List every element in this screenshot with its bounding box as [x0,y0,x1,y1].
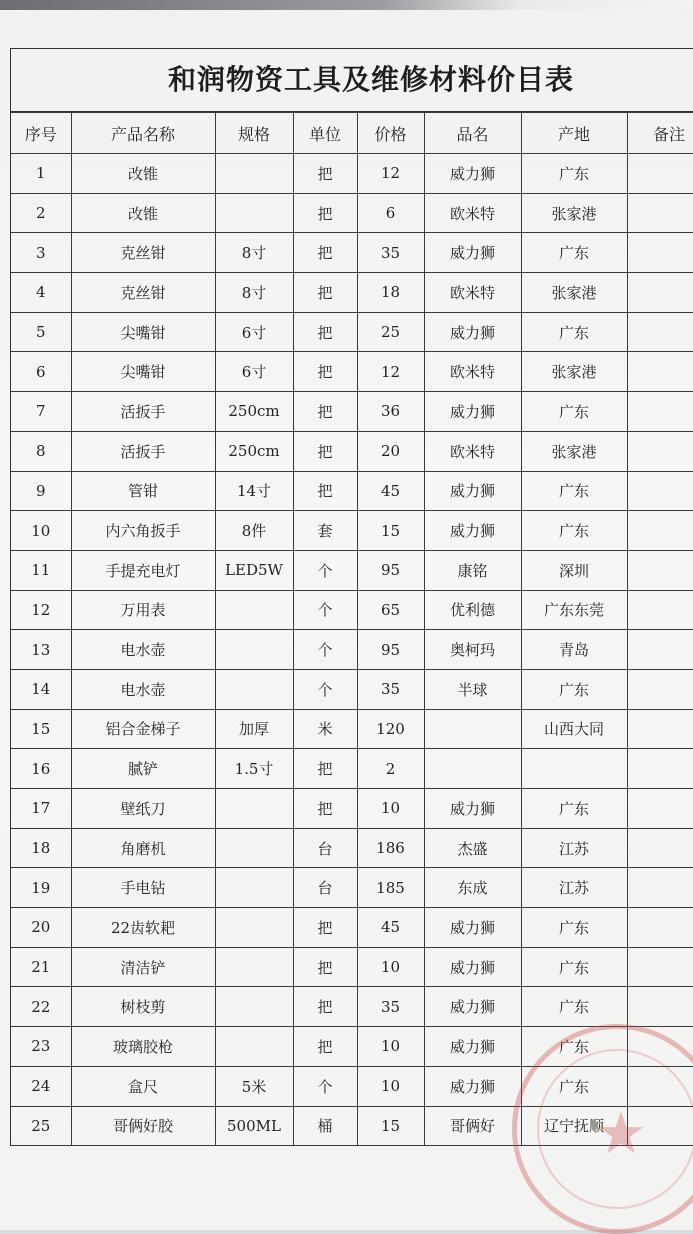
cell-spec [215,828,293,868]
table-row [11,749,693,789]
cell-price: 10 [357,1027,424,1067]
table-row [11,312,693,352]
cell-index: 8 [11,431,71,471]
cell-index: 16 [11,749,71,789]
cell-origin: 广东 [521,154,627,194]
cell-origin: 广东 [521,1066,627,1106]
cell-index: 11 [11,550,71,590]
cell-unit: 把 [293,154,357,194]
cell-price: 20 [357,431,424,471]
table-row [11,352,693,392]
cell-remark [627,1066,693,1106]
cell-unit: 台 [293,868,357,908]
cell-index: 4 [11,273,71,313]
cell-remark [627,550,693,590]
cell-spec: LED5W [215,550,293,590]
cell-origin: 青岛 [521,630,627,670]
cell-remark [627,392,693,432]
table-body [11,154,693,1146]
cell-origin: 张家港 [521,352,627,392]
cell-price: 45 [357,471,424,511]
cell-spec [215,789,293,829]
cell-price: 35 [357,669,424,709]
cell-brand: 威力狮 [424,511,521,551]
cell-index: 7 [11,392,71,432]
cell-price: 186 [357,828,424,868]
column-header-unit: 单位 [293,113,357,154]
cell-index: 14 [11,669,71,709]
cell-product-name: 盒尺 [71,1066,215,1106]
cell-remark [627,868,693,908]
cell-product-name: 尖嘴钳 [71,352,215,392]
cell-brand: 威力狮 [424,1027,521,1067]
cell-origin: 辽宁抚顺 [521,1106,627,1146]
cell-remark [627,471,693,511]
cell-product-name: 改锥 [71,193,215,233]
cell-price: 18 [357,273,424,313]
cell-unit: 个 [293,630,357,670]
cell-brand: 康铭 [424,550,521,590]
cell-origin: 广东 [521,669,627,709]
column-header-spec: 规格 [215,113,293,154]
cell-spec: 500ML [215,1106,293,1146]
table-row [11,273,693,313]
cell-remark [627,590,693,630]
cell-remark [627,193,693,233]
cell-spec [215,669,293,709]
cell-index: 6 [11,352,71,392]
cell-brand: 欧米特 [424,193,521,233]
cell-product-name: 电水壶 [71,630,215,670]
cell-unit: 把 [293,471,357,511]
cell-brand: 威力狮 [424,947,521,987]
table-row [11,1106,693,1146]
cell-remark [627,431,693,471]
table-row [11,630,693,670]
cell-brand: 奥柯玛 [424,630,521,670]
cell-brand: 威力狮 [424,1066,521,1106]
cell-unit: 个 [293,1066,357,1106]
cell-product-name: 壁纸刀 [71,789,215,829]
cell-brand: 优利德 [424,590,521,630]
cell-origin: 广东 [521,233,627,273]
cell-index: 24 [11,1066,71,1106]
cell-index: 2 [11,193,71,233]
cell-unit: 桶 [293,1106,357,1146]
cell-brand: 欧米特 [424,431,521,471]
cell-price: 25 [357,312,424,352]
cell-price: 2 [357,749,424,789]
cell-product-name: 哥俩好胶 [71,1106,215,1146]
cell-unit: 把 [293,908,357,948]
cell-brand: 欧米特 [424,352,521,392]
table-row [11,1066,693,1106]
cell-index: 21 [11,947,71,987]
price-list-document [10,48,693,1146]
table-row [11,471,693,511]
cell-remark [627,1027,693,1067]
cell-index: 19 [11,868,71,908]
cell-remark [627,669,693,709]
cell-price: 10 [357,947,424,987]
cell-origin: 张家港 [521,431,627,471]
table-row [11,154,693,194]
table-row [11,233,693,273]
cell-origin: 山西大同 [521,709,627,749]
cell-index: 20 [11,908,71,948]
cell-index: 9 [11,471,71,511]
cell-unit: 把 [293,392,357,432]
cell-index: 25 [11,1106,71,1146]
cell-price: 15 [357,511,424,551]
cell-product-name: 内六角扳手 [71,511,215,551]
cell-price: 6 [357,193,424,233]
cell-origin: 江苏 [521,828,627,868]
table-row [11,709,693,749]
table-row [11,947,693,987]
cell-spec: 1.5寸 [215,749,293,789]
column-header-index: 序号 [11,113,71,154]
cell-brand: 威力狮 [424,392,521,432]
cell-origin [521,749,627,789]
cell-product-name: 清洁铲 [71,947,215,987]
table-row [11,908,693,948]
cell-spec [215,154,293,194]
cell-origin: 张家港 [521,273,627,313]
cell-spec [215,590,293,630]
cell-origin: 广东 [521,511,627,551]
cell-origin: 广东 [521,392,627,432]
cell-product-name: 克丝钳 [71,233,215,273]
cell-price: 65 [357,590,424,630]
cell-spec: 8寸 [215,273,293,313]
table-row [11,828,693,868]
header-row [11,113,693,154]
cell-index: 18 [11,828,71,868]
cell-remark [627,154,693,194]
cell-product-name: 管钳 [71,471,215,511]
cell-origin: 广东 [521,987,627,1027]
cell-unit: 把 [293,987,357,1027]
cell-index: 13 [11,630,71,670]
cell-price: 35 [357,233,424,273]
cell-unit: 个 [293,590,357,630]
cell-product-name: 22齿软耙 [71,908,215,948]
cell-price: 120 [357,709,424,749]
cell-spec: 加厚 [215,709,293,749]
document-title: 和润物资工具及维修材料价目表 [11,49,693,112]
cell-origin: 广东 [521,789,627,829]
cell-unit: 把 [293,273,357,313]
column-header-product-name: 产品名称 [71,113,215,154]
cell-price: 95 [357,550,424,590]
cell-product-name: 克丝钳 [71,273,215,313]
table-row [11,669,693,709]
cell-price: 15 [357,1106,424,1146]
cell-brand: 威力狮 [424,987,521,1027]
cell-origin: 广东 [521,471,627,511]
cell-brand: 威力狮 [424,233,521,273]
cell-product-name: 树枝剪 [71,987,215,1027]
cell-price: 95 [357,630,424,670]
cell-index: 22 [11,987,71,1027]
cell-remark [627,1106,693,1146]
cell-unit: 把 [293,233,357,273]
cell-price: 36 [357,392,424,432]
cell-index: 17 [11,789,71,829]
cell-brand: 欧米特 [424,273,521,313]
cell-unit: 个 [293,550,357,590]
cell-spec [215,868,293,908]
cell-spec: 14寸 [215,471,293,511]
cell-origin: 广东 [521,947,627,987]
cell-spec: 6寸 [215,352,293,392]
cell-product-name: 角磨机 [71,828,215,868]
cell-brand: 杰盛 [424,828,521,868]
cell-spec [215,630,293,670]
cell-origin: 张家港 [521,193,627,233]
cell-product-name: 玻璃胶枪 [71,1027,215,1067]
cell-origin: 广东东莞 [521,590,627,630]
cell-unit: 把 [293,749,357,789]
cell-remark [627,828,693,868]
cell-product-name: 电水壶 [71,669,215,709]
cell-product-name: 改锥 [71,154,215,194]
column-header-brand: 品名 [424,113,521,154]
star-icon: ★ [595,1099,647,1167]
column-header-origin: 产地 [521,113,627,154]
cell-price: 45 [357,908,424,948]
cell-origin: 深圳 [521,550,627,590]
cell-price: 35 [357,987,424,1027]
cell-origin: 江苏 [521,868,627,908]
cell-spec: 8件 [215,511,293,551]
cell-spec: 8寸 [215,233,293,273]
cell-brand [424,709,521,749]
cell-price: 12 [357,352,424,392]
cell-unit: 把 [293,789,357,829]
cell-brand [424,749,521,789]
cell-product-name: 手电钻 [71,868,215,908]
cell-unit: 把 [293,312,357,352]
cell-brand: 威力狮 [424,908,521,948]
cell-remark [627,987,693,1027]
cell-remark [627,233,693,273]
cell-price: 12 [357,154,424,194]
cell-price: 10 [357,789,424,829]
cell-spec [215,193,293,233]
table-row [11,193,693,233]
cell-brand: 威力狮 [424,154,521,194]
cell-index: 5 [11,312,71,352]
table-row [11,789,693,829]
cell-product-name: 铝合金梯子 [71,709,215,749]
cell-remark [627,789,693,829]
cell-index: 10 [11,511,71,551]
table-row [11,590,693,630]
table-row [11,1027,693,1067]
cell-unit: 个 [293,669,357,709]
cell-unit: 把 [293,352,357,392]
cell-brand: 威力狮 [424,312,521,352]
cell-product-name: 手提充电灯 [71,550,215,590]
cell-remark [627,947,693,987]
cell-remark [627,312,693,352]
cell-unit: 套 [293,511,357,551]
table-row [11,987,693,1027]
cell-remark [627,908,693,948]
cell-remark [627,352,693,392]
cell-index: 15 [11,709,71,749]
cell-price: 185 [357,868,424,908]
column-header-remark: 备注 [627,113,693,154]
cell-index: 3 [11,233,71,273]
cell-unit: 把 [293,1027,357,1067]
cell-remark [627,630,693,670]
table-row [11,511,693,551]
cell-brand: 半球 [424,669,521,709]
cell-spec [215,987,293,1027]
cell-origin: 广东 [521,1027,627,1067]
cell-index: 23 [11,1027,71,1067]
cell-unit: 米 [293,709,357,749]
cell-spec [215,908,293,948]
cell-product-name: 万用表 [71,590,215,630]
cell-brand: 东成 [424,868,521,908]
cell-spec: 250cm [215,431,293,471]
cell-product-name: 尖嘴钳 [71,312,215,352]
cell-unit: 台 [293,828,357,868]
cell-unit: 把 [293,947,357,987]
cell-product-name: 腻铲 [71,749,215,789]
cell-unit: 把 [293,193,357,233]
cell-product-name: 活扳手 [71,392,215,432]
cell-remark [627,511,693,551]
cell-origin: 广东 [521,312,627,352]
table-row [11,550,693,590]
cell-brand: 哥俩好 [424,1106,521,1146]
cell-index: 1 [11,154,71,194]
cell-unit: 把 [293,431,357,471]
cell-spec: 5米 [215,1066,293,1106]
cell-spec [215,1027,293,1067]
cell-remark [627,709,693,749]
cell-remark [627,749,693,789]
table-row [11,431,693,471]
cell-origin: 广东 [521,908,627,948]
cell-price: 10 [357,1066,424,1106]
table-row [11,868,693,908]
cell-brand: 威力狮 [424,789,521,829]
cell-brand: 威力狮 [424,471,521,511]
cell-spec: 6寸 [215,312,293,352]
price-table [11,112,693,1146]
column-header-price: 价格 [357,113,424,154]
table-row [11,392,693,432]
cell-index: 12 [11,590,71,630]
cell-spec [215,947,293,987]
cell-product-name: 活扳手 [71,431,215,471]
cell-remark [627,273,693,313]
cell-spec: 250cm [215,392,293,432]
